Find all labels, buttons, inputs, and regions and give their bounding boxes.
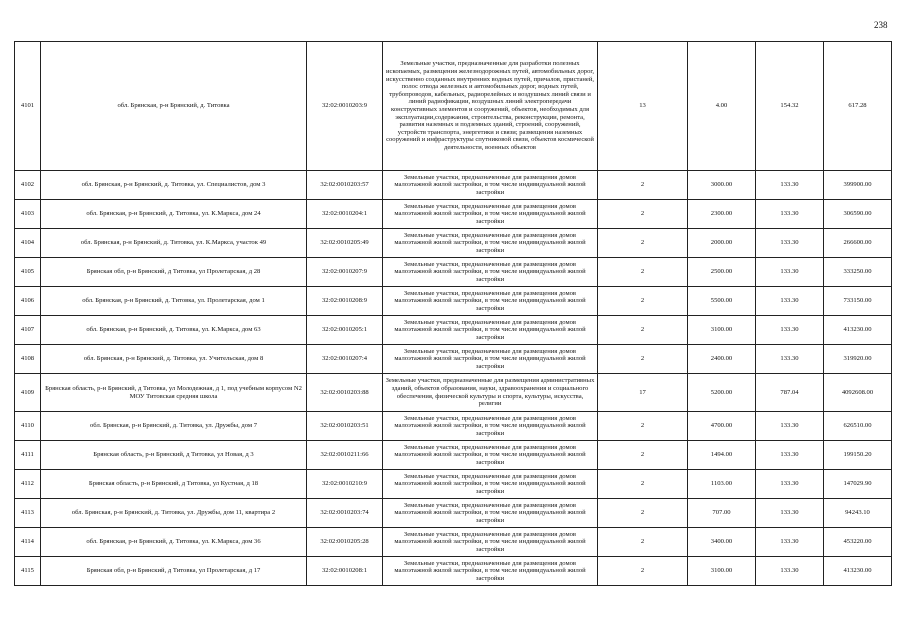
cadastral-number-cell: 32:02:0010207:4 — [307, 345, 383, 374]
area-cell: 5200.00 — [688, 374, 756, 412]
area-cell: 3100.00 — [688, 316, 756, 345]
land-use-description-cell: Земельные участки, предназначенные для размещения домов малоэтажной жилой застройки, в том числе индивидуальной жилой застройки — [383, 200, 598, 229]
land-use-description-cell: Земельные участки, предназначенные для размещения домов малоэтажной жилой застройки, в том числе индивидуальной жилой застройки — [383, 528, 598, 557]
row-number: 4113 — [15, 499, 41, 528]
cadastral-value-cell: 306590.00 — [824, 200, 892, 229]
table-row — [15, 316, 892, 345]
row-number: 4115 — [15, 557, 41, 586]
use-group-cell: 2 — [598, 441, 688, 470]
specific-value-cell: 787.04 — [756, 374, 824, 412]
land-use-description-cell: Земельные участки, предназначенные для размещения домов малоэтажной жилой застройки, в том числе индивидуальной жилой застройки — [383, 470, 598, 499]
area-cell: 3100.00 — [688, 557, 756, 586]
table-row — [15, 499, 892, 528]
address-cell: обл. Брянская, р-н Брянский, д. Титовка, ул. Учительская, дом 8 — [41, 345, 307, 374]
cadastral-number-cell: 32:02:0010211:66 — [307, 441, 383, 470]
cadastral-number-cell: 32:02:0010210:9 — [307, 470, 383, 499]
table-row — [15, 470, 892, 499]
use-group-cell: 2 — [598, 229, 688, 258]
land-use-description-cell: Земельные участки, предназначенные для размещения домов малоэтажной жилой застройки, в том числе индивидуальной жилой застройки — [383, 557, 598, 586]
table-row — [15, 258, 892, 287]
use-group-cell: 2 — [598, 316, 688, 345]
address-cell: обл. Брянская, р-н Брянский, д. Титовка, ул. К.Маркса, дом 36 — [41, 528, 307, 557]
row-number: 4106 — [15, 287, 41, 316]
page-number: 238 — [874, 20, 888, 30]
row-number: 4114 — [15, 528, 41, 557]
land-use-description-cell: Земельные участки, предназначенные для размещения административных зданий, объектов образования, науки, здравоохранения и социального обеспечения, физической культуры и спорта, культуры, искусства, религии — [383, 374, 598, 412]
specific-value-cell: 154.32 — [756, 42, 824, 171]
cadastral-value-cell: 453220.00 — [824, 528, 892, 557]
land-use-description-cell: Земельные участки, предназначенные для размещения домов малоэтажной жилой застройки, в том числе индивидуальной жилой застройки — [383, 287, 598, 316]
cadastral-value-cell: 266600.00 — [824, 229, 892, 258]
address-cell: Брянская обл, р-н Брянский, д Титовка, ул Пролетарская, д 17 — [41, 557, 307, 586]
specific-value-cell: 133.30 — [756, 412, 824, 441]
address-cell: обл. Брянская, р-н Брянский, д. Титовка, ул. К.Маркса, дом 63 — [41, 316, 307, 345]
table-row — [15, 345, 892, 374]
address-cell: Брянская область, р-н Брянский, д Титовка, ул Новая, д 3 — [41, 441, 307, 470]
cadastral-number-cell: 32:02:0010203:51 — [307, 412, 383, 441]
specific-value-cell: 133.30 — [756, 316, 824, 345]
area-cell: 3000.00 — [688, 171, 756, 200]
row-number: 4102 — [15, 171, 41, 200]
cadastral-value-cell: 413230.00 — [824, 557, 892, 586]
use-group-cell: 2 — [598, 345, 688, 374]
area-cell: 3400.00 — [688, 528, 756, 557]
specific-value-cell: 133.30 — [756, 345, 824, 374]
address-cell: обл. Брянская, р-н Брянский, д. Титовка, ул. К.Маркса, дом 24 — [41, 200, 307, 229]
cadastral-value-cell: 333250.00 — [824, 258, 892, 287]
use-group-cell: 2 — [598, 499, 688, 528]
row-number: 4111 — [15, 441, 41, 470]
land-use-description-cell: Земельные участки, предназначенные для размещения домов малоэтажной жилой застройки, в том числе индивидуальной жилой застройки — [383, 258, 598, 287]
specific-value-cell: 133.30 — [756, 557, 824, 586]
cadastral-value-cell: 399900.00 — [824, 171, 892, 200]
row-number: 4112 — [15, 470, 41, 499]
cadastral-value-cell: 617.28 — [824, 42, 892, 171]
address-cell: обл. Брянская, р-н Брянский, д. Титовка, ул. Дружбы, дом 7 — [41, 412, 307, 441]
area-cell: 5500.00 — [688, 287, 756, 316]
use-group-cell: 2 — [598, 557, 688, 586]
cadastral-value-cell: 94243.10 — [824, 499, 892, 528]
use-group-cell: 2 — [598, 171, 688, 200]
cadastral-value-cell: 733150.00 — [824, 287, 892, 316]
area-cell: 4700.00 — [688, 412, 756, 441]
area-cell: 2300.00 — [688, 200, 756, 229]
cadastral-value-cell: 319920.00 — [824, 345, 892, 374]
specific-value-cell: 133.30 — [756, 441, 824, 470]
use-group-cell: 2 — [598, 528, 688, 557]
use-group-cell: 2 — [598, 412, 688, 441]
area-cell: 2400.00 — [688, 345, 756, 374]
specific-value-cell: 133.30 — [756, 287, 824, 316]
cadastral-value-cell: 626510.00 — [824, 412, 892, 441]
row-number: 4110 — [15, 412, 41, 441]
use-group-cell: 2 — [598, 258, 688, 287]
table-row — [15, 412, 892, 441]
land-use-description-cell: Земельные участки, предназначенные для размещения домов малоэтажной жилой застройки, в том числе индивидуальной жилой застройки — [383, 316, 598, 345]
use-group-cell: 2 — [598, 287, 688, 316]
address-cell: обл. Брянская, р-н Брянский, д. Титовка — [41, 42, 307, 171]
land-use-description-cell: Земельные участки, предназначенные для размещения домов малоэтажной жилой застройки, в том числе индивидуальной жилой застройки — [383, 412, 598, 441]
table-row — [15, 287, 892, 316]
cadastral-value-cell: 199150.20 — [824, 441, 892, 470]
table-body — [15, 42, 892, 586]
land-use-description-cell: Земельные участки, предназначенные для размещения домов малоэтажной жилой застройки, в том числе индивидуальной жилой застройки — [383, 229, 598, 258]
cadastral-registry-table — [14, 41, 892, 586]
cadastral-number-cell: 32:02:0010208:1 — [307, 557, 383, 586]
address-cell: обл. Брянская, р-н Брянский, д. Титовка, ул. К.Маркса, участок 49 — [41, 229, 307, 258]
cadastral-value-cell: 147029.90 — [824, 470, 892, 499]
use-group-cell: 2 — [598, 200, 688, 229]
area-cell: 1103.00 — [688, 470, 756, 499]
table-row — [15, 200, 892, 229]
area-cell: 1494.00 — [688, 441, 756, 470]
address-cell: обл. Брянская, р-н Брянский, д. Титовка, ул. Пролетарская, дом 1 — [41, 287, 307, 316]
address-cell: Брянская область, р-н Брянский, д Титовка, ул Молодежная, д 1, под учебным корпусом N2 МОУ Титовская средняя школа — [41, 374, 307, 412]
row-number: 4105 — [15, 258, 41, 287]
specific-value-cell: 133.30 — [756, 229, 824, 258]
area-cell: 4.00 — [688, 42, 756, 171]
specific-value-cell: 133.30 — [756, 499, 824, 528]
row-number: 4107 — [15, 316, 41, 345]
specific-value-cell: 133.30 — [756, 171, 824, 200]
area-cell: 2500.00 — [688, 258, 756, 287]
table-row — [15, 528, 892, 557]
cadastral-number-cell: 32:02:0010203:88 — [307, 374, 383, 412]
land-use-description-cell: Земельные участки, предназначенные для размещения домов малоэтажной жилой застройки, в том числе индивидуальной жилой застройки — [383, 171, 598, 200]
table-row — [15, 441, 892, 470]
cadastral-number-cell: 32:02:0010205:28 — [307, 528, 383, 557]
table-row — [15, 229, 892, 258]
specific-value-cell: 133.30 — [756, 200, 824, 229]
row-number: 4108 — [15, 345, 41, 374]
address-cell: обл. Брянская, р-н Брянский, д. Титовка, ул. Дружбы, дом 11, квартира 2 — [41, 499, 307, 528]
cadastral-number-cell: 32:02:0010204:1 — [307, 200, 383, 229]
use-group-cell: 13 — [598, 42, 688, 171]
address-cell: Брянская область, р-н Брянский, д Титовка, ул Кустная, д 18 — [41, 470, 307, 499]
row-number: 4103 — [15, 200, 41, 229]
cadastral-number-cell: 32:02:0010207:9 — [307, 258, 383, 287]
row-number: 4101 — [15, 42, 41, 171]
cadastral-number-cell: 32:02:0010205:49 — [307, 229, 383, 258]
area-cell: 707.00 — [688, 499, 756, 528]
specific-value-cell: 133.30 — [756, 258, 824, 287]
use-group-cell: 2 — [598, 470, 688, 499]
table-row — [15, 557, 892, 586]
cadastral-number-cell: 32:02:0010208:9 — [307, 287, 383, 316]
table-row — [15, 171, 892, 200]
area-cell: 2000.00 — [688, 229, 756, 258]
cadastral-number-cell: 32:02:0010203:9 — [307, 42, 383, 171]
row-number: 4109 — [15, 374, 41, 412]
land-use-description-cell: Земельные участки, предназначенные для размещения домов малоэтажной жилой застройки, в том числе индивидуальной жилой застройки — [383, 345, 598, 374]
cadastral-number-cell: 32:02:0010203:57 — [307, 171, 383, 200]
cadastral-number-cell: 32:02:0010205:1 — [307, 316, 383, 345]
cadastral-value-cell: 4092608.00 — [824, 374, 892, 412]
table-row — [15, 42, 892, 171]
land-use-description-cell: Земельные участки, предназначенные для размещения домов малоэтажной жилой застройки, в том числе индивидуальной жилой застройки — [383, 441, 598, 470]
row-number: 4104 — [15, 229, 41, 258]
table-row — [15, 374, 892, 412]
land-use-description-cell: Земельные участки, предназначенные для разработки полезных ископаемых, размещения железнодорожных путей, автомобильных дорог, искусственно созданных внутренних водных путей, причалов, пристаней, полос отвода железных и автомобильных дорог, водных путей, трубопроводов, кабельных, радиорелейных и воздушных линий связи и линий радиофикации, воздушных линий электропередачи конструктивных элементов и сооружений, объектов, необходимых для эксплуатации,содержания, строительства, реконструкции, ремонта, развития наземных и подземных зданий, строений, сооружений, устройств транспорта, энергетики и связи; размещения наземных сооружений и инфраструктуры спутниковой связи, объектов космической деятельности, военных объектов — [383, 42, 598, 171]
address-cell: обл. Брянская, р-н Брянский, д. Титовка, ул. Специалистов, дом 3 — [41, 171, 307, 200]
specific-value-cell: 133.30 — [756, 470, 824, 499]
use-group-cell: 17 — [598, 374, 688, 412]
cadastral-value-cell: 413230.00 — [824, 316, 892, 345]
land-use-description-cell: Земельные участки, предназначенные для размещения домов малоэтажной жилой застройки, в том числе индивидуальной жилой застройки — [383, 499, 598, 528]
cadastral-number-cell: 32:02:0010203:74 — [307, 499, 383, 528]
address-cell: Брянская обл, р-н Брянский, д Титовка, ул Пролетарская, д 28 — [41, 258, 307, 287]
specific-value-cell: 133.30 — [756, 528, 824, 557]
